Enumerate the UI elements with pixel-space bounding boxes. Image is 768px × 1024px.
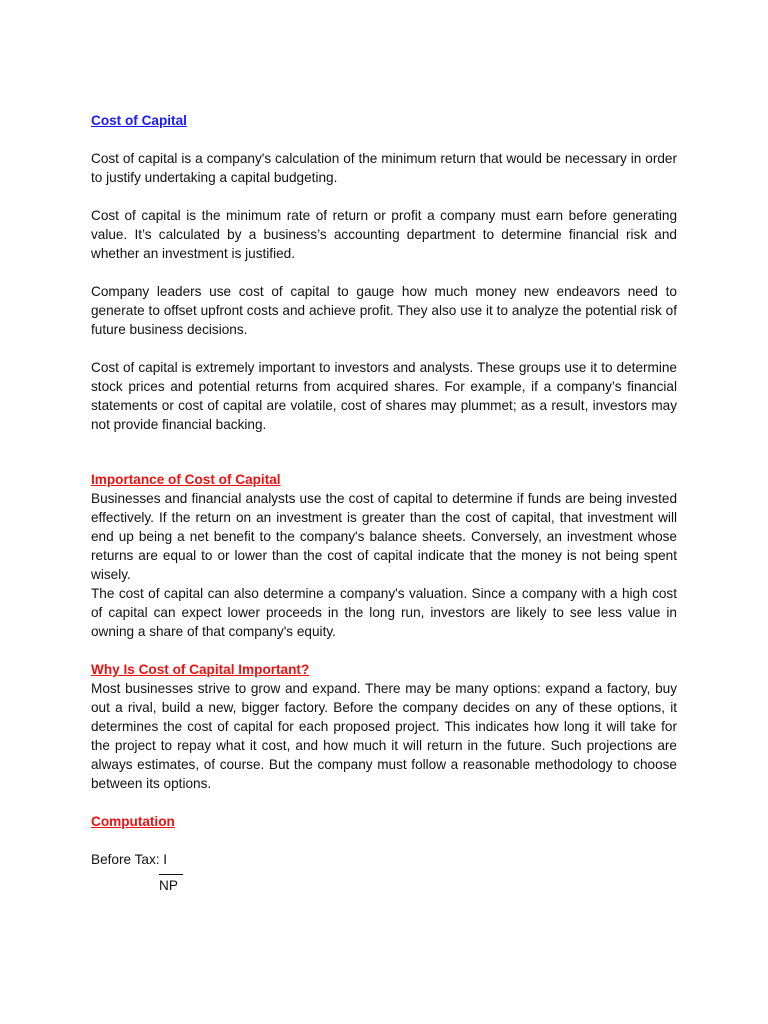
paragraph: Most businesses strive to grow and expand. There may be many options: expand a factory, buy out a rival, build a new, bigger factory. Before the company decides on any of these options, it determines the cost of capital for each proposed project. This indicates how long it will take for the project to repay what it cost, and how much it will return in the future. Such projections are always estimates, of course. But the company must follow a reasonable methodology to choose between its options. [91,681,677,791]
formula-before-tax: Before Tax: I [91,852,168,867]
heading-cost-of-capital[interactable]: Cost of Capital [91,113,187,128]
heading-computation: Computation [91,814,175,829]
paragraph: Cost of capital is a company's calculation of the minimum return that would be necessary in order to justify undertaking a capital budgeting. [91,151,677,185]
paragraph: The cost of capital can also determine a company's valuation. Since a company with a high cost of capital can expect lower proceeds in the long run, investors are likely to see less value in owning a share of that company's equity. [91,586,677,639]
heading-importance-of-cost-of-capital: Importance of Cost of Capital [91,472,281,487]
paragraph: Cost of capital is extremely important to investors and analysts. These groups use it to determine stock prices and potential returns from acquired shares. For example, if a company’s financial statements or cost of capital are volatile, cost of shares may plummet; as a result, investors may not provide financial backing. [91,360,677,432]
paragraph: Cost of capital is the minimum rate of return or profit a company must earn before generating value. It’s calculated by a business’s accounting department to determine financial risk and whether an investment is justified. [91,208,677,261]
formula-denominator: NP [159,878,178,893]
paragraph: Businesses and financial analysts use the cost of capital to determine if funds are being invested effectively. If the return on an investment is greater than the cost of capital, that investment will end up being a net benefit to the company's balance sheets. Conversely, an investment whose returns are equal to or lower than the cost of capital indicate that the money is not being spent wisely. [91,491,677,582]
formula-fraction [159,874,199,895]
fraction-bar [159,874,183,875]
document-body [91,111,677,895]
paragraph: Company leaders use cost of capital to gauge how much money new endeavors need to generate to offset upfront costs and achieve profit. They also use it to analyze the potential risk of future business decisions. [91,284,677,337]
heading-why-is-cost-of-capital-important: Why Is Cost of Capital Important? [91,662,310,677]
